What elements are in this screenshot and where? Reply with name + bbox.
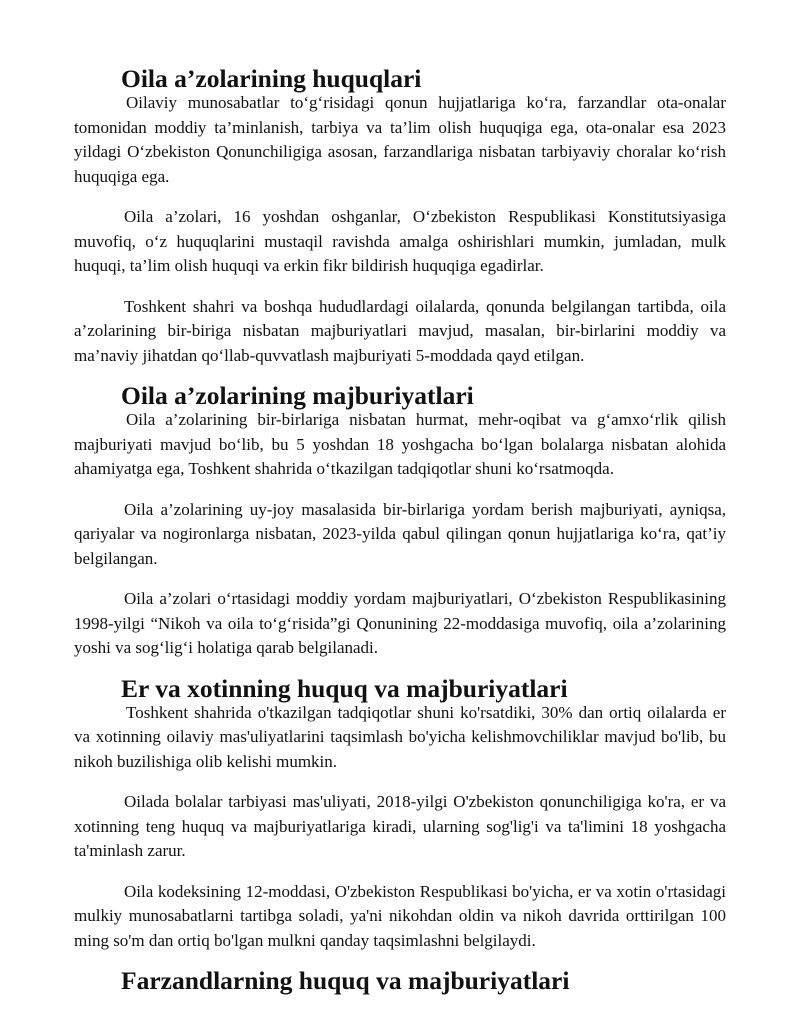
paragraph: Toshkent shahri va boshqa hududlardagi oilalarda, qonunda belgilangan tartibda, oila a’zolarining bir-biriga nisbatan majburiyatlari mavjud, masalan, bir-birlarini moddiy va ma’naviy jihatdan qo‘llab-quvvatlash majburiyati 5-moddada qayd etilgan. [74, 296, 726, 365]
paragraph: Oilaviy munosabatlar to‘g‘risidagi qonun hujjatlariga ko‘ra, farzandlar ota-onalar tomonidan moddiy ta’minlanish, tarbiya va ta’lim olish huquqiga ega, ota-onalar esa 2023 yildagi O‘zbekiston Qonunchiligiga asosan, farzandlariga nisbatan tarbiyaviy choralar ko‘rish huquqiga ega. [74, 93, 726, 186]
paragraph: Oila a’zolari o‘rtasidagi moddiy yordam majburiyatlari, O‘zbekiston Respublikasining 1998-yilgi “Nikoh va oila to‘g‘risida”gi Qonunining 22-moddasiga muvofiq, oila a’zolarining yoshi va sog‘lig‘i holatiga qarab belgilanadi. [74, 589, 726, 657]
section-heading-obligations: Oila a’zolarining majburiyatlari [121, 381, 474, 410]
section-heading-spouses: Er va xotinning huquq va majburiyatlari [121, 673, 568, 703]
paragraph: Oilada bolalar tarbiyasi mas'uliyati, 2018-yilgi O'zbekiston qonunchiligiga ko'ra, er va xotinning teng huquq va majburiyatlariga kiradi, ularning sog'lig'i va ta'limini 18 yoshgacha ta'minlash zarur. [74, 792, 726, 860]
section-heading-rights: Oila a’zolarining huquqlari [121, 64, 422, 93]
paragraph: Toshkent shahrida o'tkazilgan tadqiqotlar shuni ko'rsatdiki, 30% dan ortiq oilalarda er va xotinning oilaviy mas'uliyatlarini taqsimlash bo'yicha kelishmovchiliklar mavjud bo'lib, bu nikoh buzilishiga olib kelishi mumkin. [74, 702, 726, 771]
paragraph: Oila kodeksining 12-moddasi, O'zbekiston Respublikasi bo'yicha, er va xotin o'rtasidagi mulkiy munosabatlarni tartibga soladi, ya'ni nikohdan oldin va nikoh davrida orttirilgan 100 ming so'm dan ortiq bo'lgan mulkni qanday taqsimlashni belgilaydi. [74, 881, 726, 950]
paragraph: Oila a’zolari, 16 yoshdan oshganlar, O‘zbekiston Respublikasi Konstitutsiyasiga muvofiq, o‘z huquqlarini mustaqil ravishda amalga oshirishlari mumkin, jumladan, mulk huquqi, ta’lim olish huquqi va erkin fikr bildirish huquqiga egadirlar. [74, 207, 726, 275]
paragraph: Oila a’zolarining bir-birlariga nisbatan hurmat, mehr-oqibat va g‘amxo‘rlik qilish majburiyati mavjud bo‘lib, bu 5 yoshdan 18 yoshgacha bo‘lgan bolalarga nisbatan alohida ahamiyatga ega, Toshkent shahrida o‘tkazilgan tadqiqotlar shuni ko‘rsatmoqda. [74, 410, 726, 478]
section-heading-children: Farzandlarning huquq va majburiyatlari [121, 966, 570, 995]
paragraph: Oila a’zolarining uy-joy masalasida bir-birlariga yordam berish majburiyati, ayniqsa, qariyalar va nogironlarga nisbatan, 2023-yilda qabul qilingan qonun hujjatlariga ko‘ra, qat’iy belgilangan. [74, 499, 726, 568]
document-body [74, 64, 726, 995]
